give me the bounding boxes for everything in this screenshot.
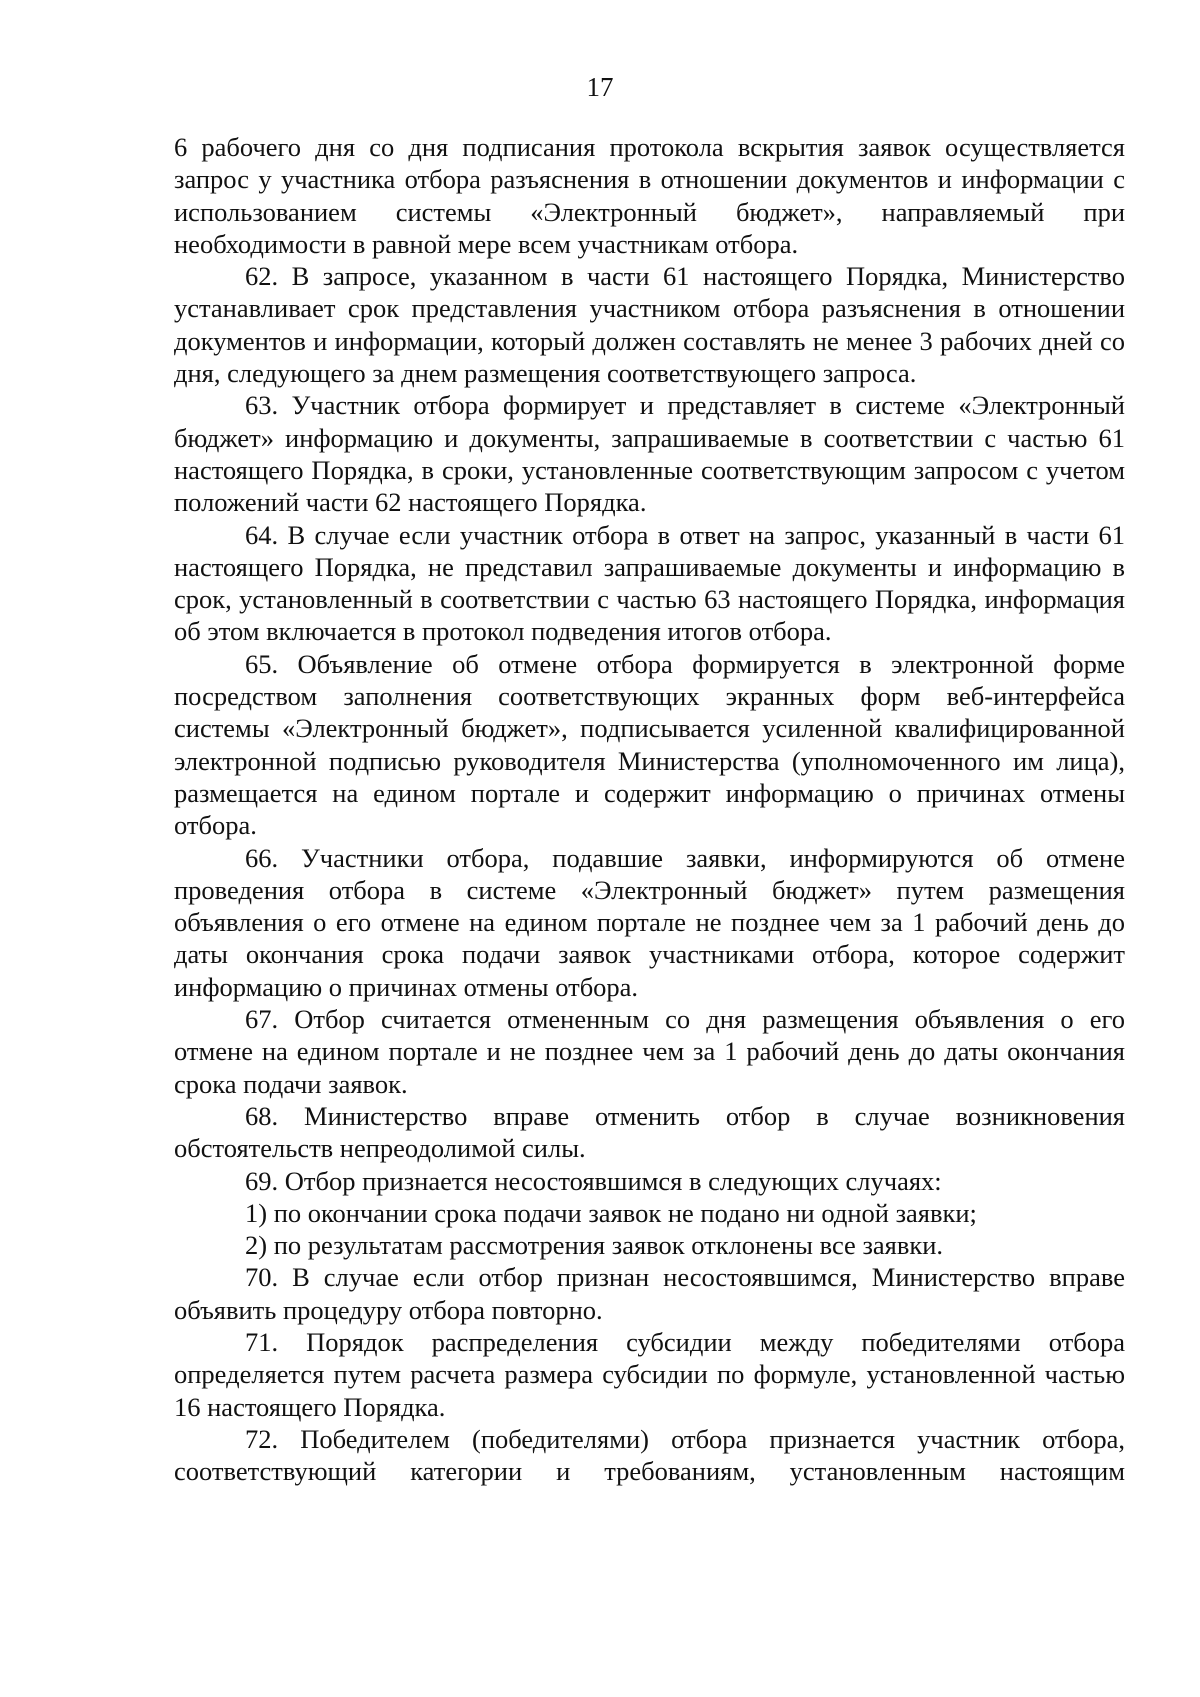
paragraph-continuation: 6 рабочего дня со дня подписания протокола вскрытия заявок осуществляется запрос у участника отбора разъяснения в отношении документов и информации с использованием системы «Электронный бюджет», направляемый при необходимости в равной мере всем участникам отбора. — [174, 132, 1125, 259]
paragraph-63: 63. Участник отбора формирует и представляет в системе «Электронный бюджет» информацию и документы, запрашиваемые в соответствии с частью 61 настоящего Порядка, в сроки, установленные соответствующим запросом с учетом положений части 62 настоящего Порядка. — [174, 390, 1125, 518]
paragraph-71: 71. Порядок распределения субсидии между победителями отбора определяется путем расчета размера субсидии по формуле, установленной частью 16 настоящего Порядка. — [174, 1326, 1125, 1422]
paragraph-65: 65. Объявление об отмене отбора формируется в электронной форме посредством заполнения соответствующих экранных форм веб-интерфейса системы «Электронный бюджет», подписывается усиленной квалифицированной электронной подписью руководителя Министерства (уполномоченного им лица), размещается на едином портале и содержит информацию о причинах отмены отбора. — [174, 648, 1125, 841]
list-item-2: 2) по результатам рассмотрения заявок отклонены все заявки. — [245, 1230, 944, 1261]
paragraph-67: 67. Отбор считается отмененным со дня размещения объявления о его отмене на едином портале и не позднее чем за 1 рабочий день до даты окончания срока подачи заявок. — [174, 1004, 1125, 1099]
paragraph-64: 64. В случае если участник отбора в ответ на запрос, указанный в части 61 настоящего Порядка, не представил запрашиваемые документы и информацию в срок, установленный в соответствии с частью 63 настоящего Порядка, информация об этом включается в протокол подведения итогов отбора. — [174, 519, 1125, 647]
paragraph-70: 70. В случае если отбор признан несостоявшимся, Министерство вправе объявить процедуру отбора повторно. — [174, 1262, 1125, 1325]
paragraph-62: 62. В запросе, указанном в части 61 настоящего Порядка, Министерство устанавливает срок представления участником отбора разъяснения в отношении документов и информации, который должен составлять не менее 3 рабочих дней со дня, следующего за днем размещения соответствующего запроса. — [174, 261, 1125, 389]
paragraph-66: 66. Участники отбора, подавшие заявки, информируются об отмене проведения отбора в системе «Электронный бюджет» путем размещения объявления о его отмене на едином портале не позднее чем за 1 рабочий день до даты окончания срока подачи заявок участниками отбора, которое содержит информацию о причинах отмены отбора. — [174, 842, 1125, 1002]
paragraph-72: 72. Победителем (победителями) отбора признается участник отбора, соответствующий категории и требованиям, установленным настоящим — [174, 1423, 1125, 1487]
document-body — [174, 131, 1125, 1487]
page-number: 17 — [586, 72, 614, 102]
paragraph-69: 69. Отбор признается несостоявшимся в следующих случаях: — [245, 1165, 942, 1196]
paragraph-68: 68. Министерство вправе отменить отбор в случае возникновения обстоятельств непреодолимой силы. — [174, 1100, 1125, 1164]
list-item-1: 1) по окончании срока подачи заявок не подано ни одной заявки; — [245, 1197, 977, 1228]
